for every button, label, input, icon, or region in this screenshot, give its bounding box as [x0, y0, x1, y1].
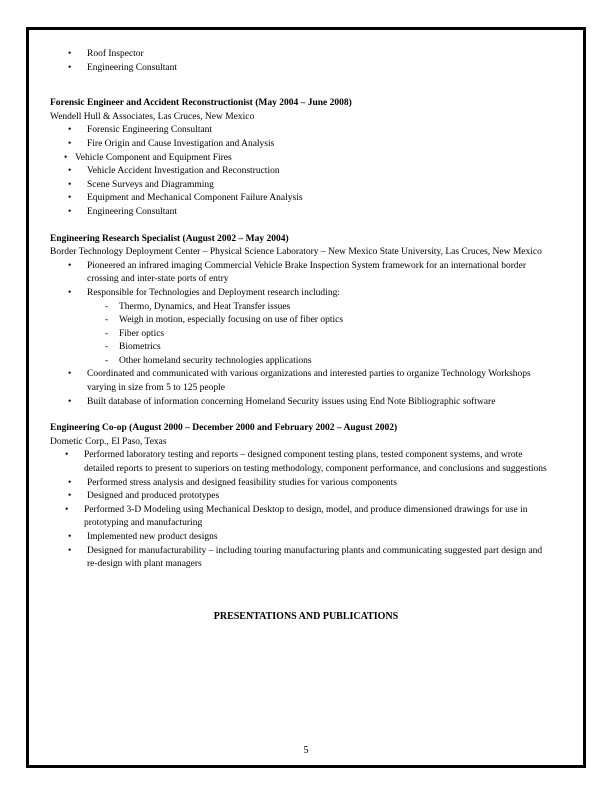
- job-company: Border Technology Deployment Center – Physical Science Laboratory – New Mexico State University, Las Cruces, New Mexico: [50, 247, 542, 258]
- sub-list-item: - Biometrics: [50, 341, 550, 355]
- list-item: • Responsible for Technologies and Deployment research including:: [50, 287, 550, 301]
- list-item: • Forensic Engineering Consultant: [50, 124, 550, 138]
- list-item: • Implemented new product designs: [50, 531, 550, 545]
- job-title: Engineering Research Specialist (August 2002 – May 2004): [50, 233, 289, 244]
- list-item: • Built database of information concerning Homeland Security issues using End Note Bibliographic software: [50, 396, 550, 410]
- section-heading-presentations: PRESENTATIONS AND PUBLICATIONS: [213, 611, 399, 622]
- job-bullet-list: [50, 368, 550, 409]
- job-bullet-list: [50, 449, 550, 571]
- job-title: Forensic Engineer and Accident Reconstructionist (May 2004 – June 2008): [50, 98, 352, 109]
- list-item: • Designed for manufacturability – including touring manufacturing plants and communicating suggested part design and re-design with plant managers: [50, 545, 550, 572]
- page-number: 5: [303, 745, 309, 756]
- list-item: • Roof Inspector: [50, 48, 550, 62]
- intro-bullet-list: [50, 48, 550, 75]
- job-bullet-list: [50, 260, 550, 301]
- list-item: • Performed 3-D Modeling using Mechanical Desktop to design, model, and produce dimensioned drawings for use in prototyping and manufacturing: [50, 504, 550, 531]
- job-title: Engineering Co-op (August 2000 – December 2000 and February 2002 – August 2002): [50, 423, 398, 434]
- job-company: Wendell Hull & Associates, Las Cruces, New Mexico: [50, 111, 255, 122]
- job-entry-coop: [50, 422, 550, 572]
- sub-bullet-list: [50, 301, 550, 369]
- job-entry-forensic: [50, 97, 550, 219]
- list-item: • Engineering Consultant: [50, 206, 550, 220]
- list-item: • Scene Surveys and Diagramming: [50, 179, 550, 193]
- list-item: • Performed laboratory testing and reports – designed component testing plans, tested component systems, and wrote detailed reports to present to superiors on testing methodology, component performance, and conclusions and suggestions: [50, 449, 550, 476]
- list-item: • Pioneered an infrared imaging Commercial Vehicle Brake Inspection System framework for an international border crossing and inter-state ports of entry: [50, 260, 550, 287]
- list-item: • Equipment and Mechanical Component Failure Analysis: [50, 192, 550, 206]
- list-item: • Vehicle Component and Equipment Fires: [50, 152, 550, 166]
- job-company: Dometic Corp., El Paso, Texas: [50, 436, 167, 447]
- list-item: • Engineering Consultant: [50, 62, 550, 76]
- list-item: • Fire Origin and Cause Investigation and Analysis: [50, 138, 550, 152]
- resume-content: [50, 48, 550, 572]
- sub-list-item: - Weigh in motion, especially focusing on use of fiber optics: [50, 314, 550, 328]
- sub-list-item: - Thermo, Dynamics, and Heat Transfer issues: [50, 301, 550, 315]
- list-item: • Coordinated and communicated with various organizations and interested parties to organize Technology Workshops varying in size from 5 to 125 people: [50, 368, 550, 395]
- list-item: • Designed and produced prototypes: [50, 490, 550, 504]
- job-entry-research: [50, 233, 550, 410]
- list-item: • Vehicle Accident Investigation and Reconstruction: [50, 165, 550, 179]
- job-bullet-list: [50, 124, 550, 219]
- sub-list-item: - Other homeland security technologies applications: [50, 355, 550, 369]
- list-item: • Performed stress analysis and designed feasibility studies for various components: [50, 477, 550, 491]
- sub-list-item: - Fiber optics: [50, 328, 550, 342]
